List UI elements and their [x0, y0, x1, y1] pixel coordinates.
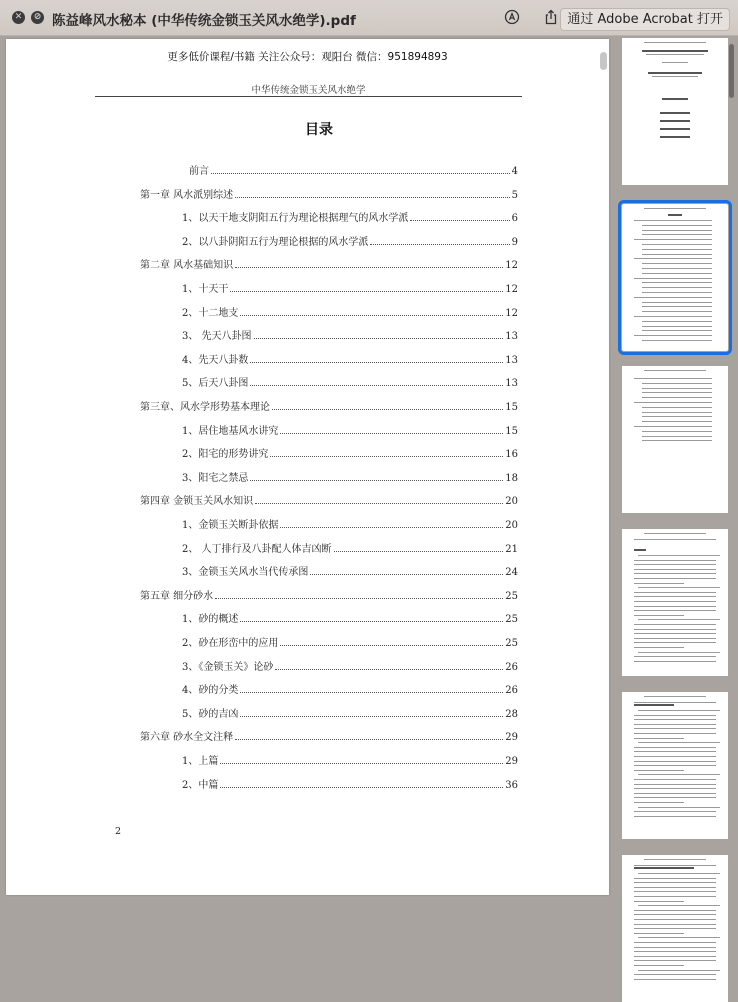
toc-entry-page: 6: [511, 213, 518, 225]
toc-entry-label: 1、金锁玉关断卦依据: [182, 520, 279, 531]
thumbnail-line: [644, 208, 706, 209]
thumbnail-line: [634, 756, 716, 757]
thumbnail-line: [634, 633, 716, 634]
toc-entry-label: 3、阳宅之禁忌: [182, 472, 249, 484]
thumbnail-line: [634, 402, 712, 403]
toc-section-row[interactable]: [182, 611, 518, 625]
thumbnail-line: [634, 928, 716, 929]
pdf-page: [6, 39, 609, 895]
thumbnail-line: [644, 533, 706, 534]
thumbnail-line: [642, 388, 712, 389]
toc-entry-label: 5、砂的吉凶: [182, 708, 239, 720]
toc-entry-page: 13: [505, 331, 518, 343]
toc-entry-label: 1、以天干地支阴阳五行为理论根据理气的风水学派: [182, 213, 409, 225]
thumbnail-line: [634, 887, 716, 888]
toc-section-row[interactable]: [182, 635, 518, 649]
thumbnail-line: [634, 788, 716, 789]
toc-leader-dots: [250, 479, 503, 481]
toc-entry-page: 20: [505, 496, 518, 508]
thumbnail-line: [634, 979, 716, 980]
thumbnail-line: [634, 661, 716, 662]
toc-entry-label: 3、 先天八卦图: [182, 331, 252, 343]
thumbnail-line: [634, 624, 716, 625]
toc-entry-page: 15: [505, 425, 518, 437]
header-notice: 更多低价课程/书籍 关注公众号：观阳台 微信：951894893: [167, 51, 448, 63]
thumbnail-line: [634, 539, 716, 540]
thumbnail-line: [638, 937, 720, 938]
thumbnail-line: [642, 431, 712, 432]
thumbnail-line: [634, 297, 712, 298]
toc-entry-page: 25: [505, 638, 518, 649]
toc-section-row[interactable]: [182, 753, 518, 767]
toc-section-row[interactable]: [182, 328, 518, 342]
thumbnail-line: [642, 330, 712, 331]
toc-entry-page: 24: [505, 567, 518, 579]
thumbnail-line: [634, 564, 716, 565]
thumbnail-line: [638, 807, 720, 808]
thumbnail-line: [634, 951, 716, 952]
thumbnail-line: [634, 629, 716, 630]
toc-section-row[interactable]: [182, 659, 518, 673]
thumbnail-line: [638, 587, 720, 588]
toc-leader-dots: [220, 786, 503, 788]
thumbnail-line: [634, 816, 716, 817]
thumbnail-line: [634, 802, 684, 803]
toc-title: 目录: [305, 122, 333, 138]
thumbnail-line: [642, 254, 712, 255]
toc-section-row[interactable]: [189, 163, 518, 177]
thumbnail-line: [642, 440, 712, 441]
thumbnail-line: [644, 859, 706, 860]
thumbnail-line: [634, 335, 712, 336]
thumbnail-line: [634, 960, 716, 961]
toc-entry-label: 2、十二地支: [182, 307, 239, 319]
toc-leader-dots: [240, 620, 503, 622]
thumbnail-line: [634, 278, 712, 279]
toc-entry-label: 1、上篇: [182, 756, 219, 767]
toc-leader-dots: [275, 668, 503, 670]
toc-leader-dots: [240, 314, 503, 316]
toc-leader-dots: [270, 455, 503, 457]
thumbnail-line: [638, 742, 720, 743]
toc-entry-page: 25: [505, 590, 518, 602]
toc-entry-page: 36: [505, 779, 518, 791]
toc-section-row[interactable]: [182, 541, 518, 555]
toc-chapter-row[interactable]: [140, 399, 518, 413]
thumbnail-line: [662, 98, 688, 100]
toc-section-row[interactable]: [182, 470, 518, 484]
toc-leader-dots: [250, 384, 503, 386]
thumbnail-line: [634, 974, 716, 975]
toc-leader-dots: [410, 219, 509, 221]
thumbnail-line: [634, 592, 716, 593]
toc-entry-label: 第一章 风水派别综述: [140, 189, 234, 201]
toc-entry-page: 28: [505, 708, 518, 720]
thumbnail-line: [634, 965, 684, 966]
toc-entry-label: 2、以八卦阴阳五行为理论根据的风水学派: [182, 236, 369, 248]
thumbnail-line: [660, 112, 690, 114]
thumbnail-line: [634, 258, 712, 259]
toc-section-row[interactable]: [182, 682, 518, 696]
thumbnail-line: [634, 924, 716, 925]
toc-entry-page: 13: [505, 378, 518, 390]
page-thumbnail[interactable]: [622, 855, 728, 1002]
thumbnail-line: [634, 878, 716, 879]
toc-entry-label: 前言: [189, 166, 209, 177]
thumbnail-line: [634, 914, 716, 915]
thumbnail-line: [642, 392, 712, 393]
toc-chapter-row[interactable]: [140, 493, 518, 507]
toc-leader-dots: [334, 550, 504, 552]
thumbnail-line: [634, 811, 716, 812]
toc-section-row[interactable]: [182, 210, 518, 224]
page-thumbnail[interactable]: [622, 366, 728, 513]
thumbnail-line: [634, 610, 716, 611]
toc-leader-dots: [211, 172, 510, 174]
thumbnail-line: [634, 956, 716, 957]
thumbnail-line: [634, 239, 712, 240]
thumbnail-line: [642, 407, 712, 408]
toc-chapter-row[interactable]: [140, 588, 518, 602]
toc-entry-page: 15: [505, 402, 518, 413]
thumbnail-line: [634, 647, 684, 648]
thumbnail-line: [648, 72, 702, 74]
toc-leader-dots: [254, 337, 504, 339]
toc-entry-page: 29: [505, 756, 518, 767]
toc-entry-label: 1、居住地基风水讲究: [182, 425, 279, 437]
thumbnail-line: [642, 311, 712, 312]
thumbnail-line: [662, 62, 688, 63]
thumbnail-line: [642, 225, 712, 226]
toc-entry-page: 29: [505, 732, 518, 744]
toc-entry-page: 26: [505, 661, 518, 673]
thumbnail-line: [634, 378, 712, 379]
thumbnail-line: [634, 702, 716, 703]
thumbnail-line: [634, 601, 716, 602]
thumbnail-line: [660, 128, 690, 130]
thumbnail-line: [642, 412, 712, 413]
thumbnail-line: [644, 42, 706, 43]
toc-section-row[interactable]: [182, 234, 518, 248]
thumbnail-line: [634, 560, 716, 561]
toc-entry-label: 3、《金锁玉关》论砂: [182, 661, 274, 673]
toc-entry-label: 2、阳宅的形势讲究: [182, 449, 269, 461]
toc-entry-label: 第四章 金锁玉关风水知识: [140, 496, 254, 508]
toc-leader-dots: [215, 597, 503, 599]
thumbnail-line: [642, 306, 712, 307]
toc-leader-dots: [255, 502, 503, 504]
toc-entry-page: 5: [511, 189, 518, 201]
thumbnail-line: [634, 220, 712, 221]
thumbnail-line: [642, 397, 712, 398]
page-number: 2: [115, 826, 122, 837]
thumbnail-line: [634, 797, 716, 798]
toc-leader-dots: [280, 432, 503, 434]
toc-section-row[interactable]: [182, 375, 518, 389]
thumbnail-line: [642, 340, 712, 341]
thumbnail-line: [634, 426, 712, 427]
thumbnail-line: [642, 326, 712, 327]
toc-entry-label: 2、 人丁排行及八卦配人体吉凶断: [182, 543, 332, 555]
thumbnail-line: [660, 120, 690, 122]
toc-leader-dots: [235, 196, 509, 198]
toc-entry-label: 1、十天干: [182, 284, 229, 295]
close-icon[interactable]: ✕: [12, 11, 25, 24]
toc-entry-page: 4: [511, 166, 518, 177]
toc-section-row[interactable]: [182, 305, 518, 319]
thumbnail-line: [634, 656, 716, 657]
toc-entry-label: 第三章、风水学形势基本理论: [140, 402, 270, 413]
page-thumbnail[interactable]: [622, 204, 728, 351]
thumbnail-line: [634, 910, 716, 911]
toc-entry-label: 3、金锁玉关风水当代传承图: [182, 567, 309, 579]
toc-section-row[interactable]: [182, 446, 518, 460]
toc-entry-page: 9: [511, 236, 518, 248]
toc-section-row[interactable]: [182, 423, 518, 437]
thumbnail-line: [652, 76, 698, 77]
thumbnail-line: [642, 230, 712, 231]
thumbnail-line: [634, 761, 716, 762]
toc-entry-label: 第六章 砂水全文注释: [140, 732, 234, 744]
page-thumbnail[interactable]: [622, 692, 728, 839]
thumbnail-line: [634, 569, 716, 570]
thumbnail-line: [634, 947, 716, 948]
thumbnail-line: [634, 549, 646, 551]
markup-icon[interactable]: [503, 9, 521, 27]
thumbnail-line: [638, 710, 720, 711]
thumbnail-line: [638, 873, 720, 874]
running-head: 中华传统金锁玉关风水绝学: [251, 85, 366, 96]
thumbnail-line: [634, 738, 684, 739]
toc-entry-page: 20: [505, 520, 518, 531]
thumbnail-line: [634, 751, 716, 752]
minimize-icon[interactable]: ⊘: [31, 11, 44, 24]
toc-leader-dots: [370, 243, 509, 245]
toc-entry-page: 12: [505, 284, 518, 295]
thumbnail-line: [634, 779, 716, 780]
thumbnail-line: [634, 865, 716, 866]
toc-entry-page: 25: [505, 614, 518, 626]
thumbnail-line: [642, 287, 712, 288]
thumbnail-line: [634, 942, 716, 943]
thumbnail-line: [642, 421, 712, 422]
toc-entry-label: 2、砂在形峦中的应用: [182, 638, 279, 649]
toc-leader-dots: [220, 762, 503, 764]
table-of-contents: [6, 39, 609, 895]
thumbnail-line: [638, 619, 720, 620]
thumbnail-line: [642, 416, 712, 417]
toc-entry-label: 4、先天八卦数: [182, 354, 249, 366]
thumbnail-line: [634, 615, 684, 616]
thumbnail-line: [642, 436, 712, 437]
window-title: 陈益峰风水秘本 (中华传统金锁玉关风水绝学).pdf: [52, 13, 356, 29]
page-thumbnail[interactable]: [622, 38, 728, 185]
toc-entry-page: 16: [505, 449, 518, 461]
toc-entry-page: 21: [505, 543, 518, 555]
thumbnail-line: [634, 316, 712, 317]
toc-section-row[interactable]: [182, 281, 518, 295]
thumbnail-line: [668, 214, 682, 216]
thumbnail-line: [642, 249, 712, 250]
toc-leader-dots: [235, 738, 503, 740]
thumbnail-line: [634, 919, 716, 920]
thumbnail-line: [642, 50, 708, 52]
share-icon[interactable]: [542, 9, 560, 27]
thumbnail-line: [634, 882, 716, 883]
toc-chapter-row[interactable]: [140, 729, 518, 743]
thumbnail-line: [634, 770, 684, 771]
toc-entry-label: 2、中篇: [182, 779, 219, 791]
toc-leader-dots: [250, 361, 503, 363]
thumbnail-line: [634, 719, 716, 720]
thumbnail-line: [634, 573, 716, 574]
thumbnail-line: [634, 606, 716, 607]
thumbnail-line: [634, 704, 674, 706]
toc-section-row[interactable]: [182, 706, 518, 720]
page-thumbnail[interactable]: [622, 529, 728, 676]
thumbnail-line: [634, 578, 716, 579]
thumbnail-line: [634, 933, 684, 934]
toc-chapter-row[interactable]: [140, 257, 518, 271]
thumbnail-line: [642, 263, 712, 264]
thumbnail-line: [642, 268, 712, 269]
thumbnail-line: [660, 136, 690, 138]
thumbnail-line: [642, 273, 712, 274]
thumbnail-line: [634, 724, 716, 725]
thumbnail-line: [634, 793, 716, 794]
thumbnail-line: [634, 728, 716, 729]
thumbnail-line: [634, 784, 716, 785]
toc-entry-label: 第五章 细分砂水: [140, 590, 214, 602]
toc-leader-dots: [240, 691, 503, 693]
thumbnail-line: [644, 696, 706, 697]
toc-leader-dots: [235, 266, 503, 268]
toc-entry-label: 1、砂的概述: [182, 614, 239, 626]
thumbnail-line: [634, 867, 694, 869]
thumbnail-line: [642, 292, 712, 293]
open-in-acrobat-button[interactable]: 通过 Adobe Acrobat 打开: [560, 8, 730, 31]
thumbnail-line: [642, 282, 712, 283]
toc-entry-page: 12: [505, 260, 518, 272]
toc-leader-dots: [280, 526, 503, 528]
thumbnail-line: [634, 891, 716, 892]
thumbnail-line: [644, 370, 706, 371]
toc-section-row[interactable]: [182, 517, 518, 531]
title-bar: [0, 0, 738, 36]
thumbnail-line: [638, 905, 720, 906]
toc-section-row[interactable]: [182, 352, 518, 366]
toc-leader-dots: [280, 644, 503, 646]
thumbnail-line: [634, 596, 716, 597]
toc-leader-dots: [310, 573, 503, 575]
thumbnail-line: [638, 970, 720, 971]
toc-entry-label: 第二章 风水基础知识: [140, 260, 234, 272]
thumbnail-line: [634, 583, 684, 584]
toc-section-row[interactable]: [182, 777, 518, 791]
thumbnail-line: [638, 652, 720, 653]
toc-chapter-row[interactable]: [140, 187, 518, 201]
toc-leader-dots: [240, 715, 503, 717]
thumbnail-line: [634, 896, 716, 897]
thumbnail-line: [642, 244, 712, 245]
thumbnail-line: [634, 642, 716, 643]
thumbnail-line: [634, 715, 716, 716]
thumbnail-line: [638, 774, 720, 775]
toc-entry-page: 13: [505, 354, 518, 366]
toc-section-row[interactable]: [182, 564, 518, 578]
toc-entry-page: 12: [505, 307, 518, 319]
toc-entry-page: 26: [505, 685, 518, 697]
toc-entry-page: 18: [505, 472, 518, 484]
thumbnail-line: [642, 383, 712, 384]
page-scrollbar[interactable]: [600, 52, 607, 70]
toc-leader-dots: [230, 290, 503, 292]
toc-entry-label: 5、后天八卦图: [182, 378, 249, 390]
thumbnail-line: [634, 733, 716, 734]
thumbnail-line: [634, 638, 716, 639]
thumbnail-line: [634, 747, 716, 748]
toc-entry-label: 4、砂的分类: [182, 685, 239, 697]
thumbnail-line: [634, 765, 716, 766]
toc-leader-dots: [272, 408, 503, 410]
thumbnail-line: [646, 54, 704, 55]
sidebar-scrollbar[interactable]: [729, 44, 734, 98]
thumbnail-line: [642, 302, 712, 303]
thumbnail-line: [642, 234, 712, 235]
thumbnail-line: [638, 555, 720, 556]
thumbnail-line: [642, 321, 712, 322]
